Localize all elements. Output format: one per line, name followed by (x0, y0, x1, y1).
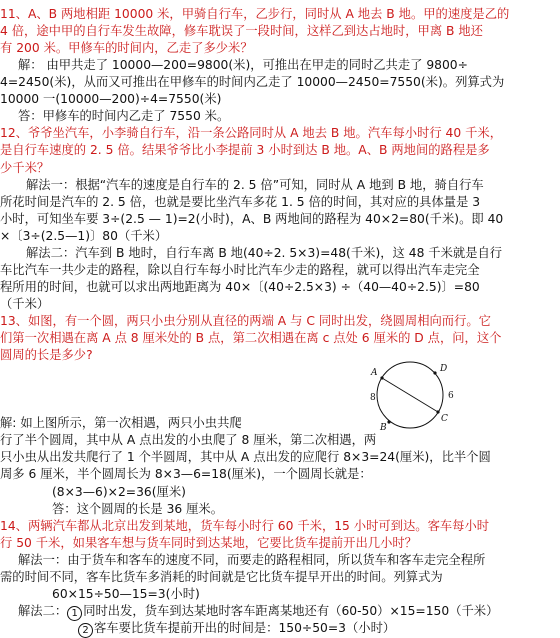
q13-question-line-3: 圆周的长是多少? (0, 348, 93, 362)
q13-solution-line-5: (8×3—6)×2=36(厘米) (52, 485, 186, 499)
q11-solution-line-3: 10000 一(10000—200)÷4=7550(米) (0, 92, 222, 106)
point-c (436, 410, 439, 413)
q12-method1-line-4: ×〔3÷(2.5—1)〕80（千米） (0, 229, 168, 243)
q13-question-line-2: 们第一次相遇在离 A 点 8 厘米处的 B 点，第二次相遇在离 c 点处 6 厘米的 D 点，问，这个 (0, 331, 502, 345)
q11-solution-line-1: 解： 由甲共走了 10000—200=9800(米)，可推出在甲走的同时乙共走了 9800÷ (18, 58, 468, 72)
point-d (433, 371, 436, 374)
q11-answer: 答：甲修车的时间内乙走了 7550 米。 (18, 109, 230, 123)
q12-question-line-3: 少千米？ (0, 161, 50, 175)
q12-method2-line-1: 解法二：汽车到 B 地时，自行车离 B 地(40÷2. 5×3)=48(千米)，这 48 千米就是自行 (26, 246, 503, 260)
q14-method1-line-3: 60×15÷50—15=3(小时) (52, 587, 200, 601)
q12-method1-line-3: 小时，可知坐车要 3÷(2.5 — 1)=2(小时)，A、B 两地间的路程为 40×2=80(千米)。即 40 (0, 212, 504, 226)
q13-solution-line-3: 只小虫从出发共爬行了 1 个半圆周，其中从 A 点出发的应爬行 8×3=24(厘米)，比半个圆 (0, 450, 491, 464)
label-b: B (380, 423, 387, 430)
q13-solution-line-2: 行了半个圆周，其中从 A 点出发的小虫爬了 8 厘米，第二次相遇，两 (0, 433, 377, 447)
circled-number-2: 2 (78, 623, 93, 638)
circled-number-1: 1 (67, 606, 82, 621)
q14-question-line-2: 行 50 千米，如果客车想与货车同时到达某地，它要比货车提前开出几小时？ (0, 536, 417, 550)
q13-solution-line-1: 解: 如上图所示，第一次相遇，两只小虫共爬 (0, 416, 242, 430)
q12-method2-line-4: （千米） (0, 297, 50, 311)
q14-method1-line-2: 需的时间不同，客车比货车多消耗的时间就是它比货车提早开出的时间。列算式为 (0, 570, 443, 584)
q14-method1-line-1: 解法一：由于货车和客车的速度不同，而要走的路程相同，所以货车和客车走完全程所 (18, 553, 486, 567)
q11-question-line-3: 有 200 米。甲修车的时间内，乙走了多少米？ (0, 41, 253, 55)
q12-method2-line-2: 车比汽车一共少走的路程，除以自行车每小时比汽车少走的路程，就可以得出汽车走完全 (0, 263, 480, 277)
q14-method2-line-2 (0, 620, 560, 638)
label-6: 6 (448, 391, 454, 401)
q13-solution-line-4: 周多 6 厘米，半个圆周长为 8×3—6=18(厘米)，一个圆周长就是： (0, 467, 372, 481)
q11-question-line-1: 11、A、B 两地相距 10000 米，甲骑自行车，乙步行，同时从 A 地去 B 地。甲的速度是乙的 (0, 7, 510, 21)
label-a: A (371, 368, 378, 378)
q12-question-line-2: 是自行车速度的 2. 5 倍。结果爷爷比小李提前 3 小时到达 B 地。A、B 两地间的路程是多 (0, 143, 490, 157)
q14-method2-lead: 解法二： (18, 604, 68, 618)
q14-question-line-1: 14、两辆汽车都从北京出发到某地，货车每小时行 60 千米，15 小时可到达。客车每小时 (0, 519, 490, 533)
q14-method2-step-2: 客车要比货车提前开出的时间是：150÷50=3（小时） (94, 621, 396, 635)
q12-method2-line-3: 程所用的时间，也就可以求出两地距离为 40×〔(40÷2.5×3) ÷（40—40÷2.5)〕=80 (0, 280, 480, 294)
q13-question-line-1: 13、如图，有一个圆，两只小虫分别从直径的两端 A 与 C 同时出发，绕圆周相向而行。它 (0, 314, 491, 328)
point-a (380, 376, 383, 379)
q12-method1-line-2: 所花时间是汽车的 2. 5 倍，也就是要比坐汽车多花 1. 5 倍的时间，其对应的具体量是 3 (0, 195, 481, 209)
q11-question-line-2: 4 倍，途中甲的自行车发生故障，修车耽误了一段时间，这样乙到达占地时，甲离 B 地还 (0, 24, 483, 38)
label-8: 8 (370, 393, 376, 403)
label-d: D (440, 364, 448, 374)
q11-solution-line-2: 4=2450(米)，从而又可推出在甲修车的时间内乙走了 10000—2450=7550(米)。列算式为 (0, 75, 505, 89)
label-c: C (441, 414, 448, 424)
q12-question-line-1: 12、爷爷坐汽车，小李骑自行车，沿一条公路同时从 A 地去 B 地。汽车每小时行 40 千米， (0, 126, 502, 140)
q13-answer: 答：这个圆周的长是 36 厘米。 (52, 502, 224, 516)
diameter-line (382, 378, 438, 412)
q14-method2-step-1: 同时出发，货车到达某地时客车距离某地还有（60-50）×15=150（千米） (83, 604, 499, 618)
q14-method2-line-1 (0, 603, 560, 621)
q12-method1-line-1: 解法一：根据“汽车的速度是自行车的 2. 5 倍”可知，同时从 A 地到 B 地，骑自行车 (26, 178, 484, 192)
